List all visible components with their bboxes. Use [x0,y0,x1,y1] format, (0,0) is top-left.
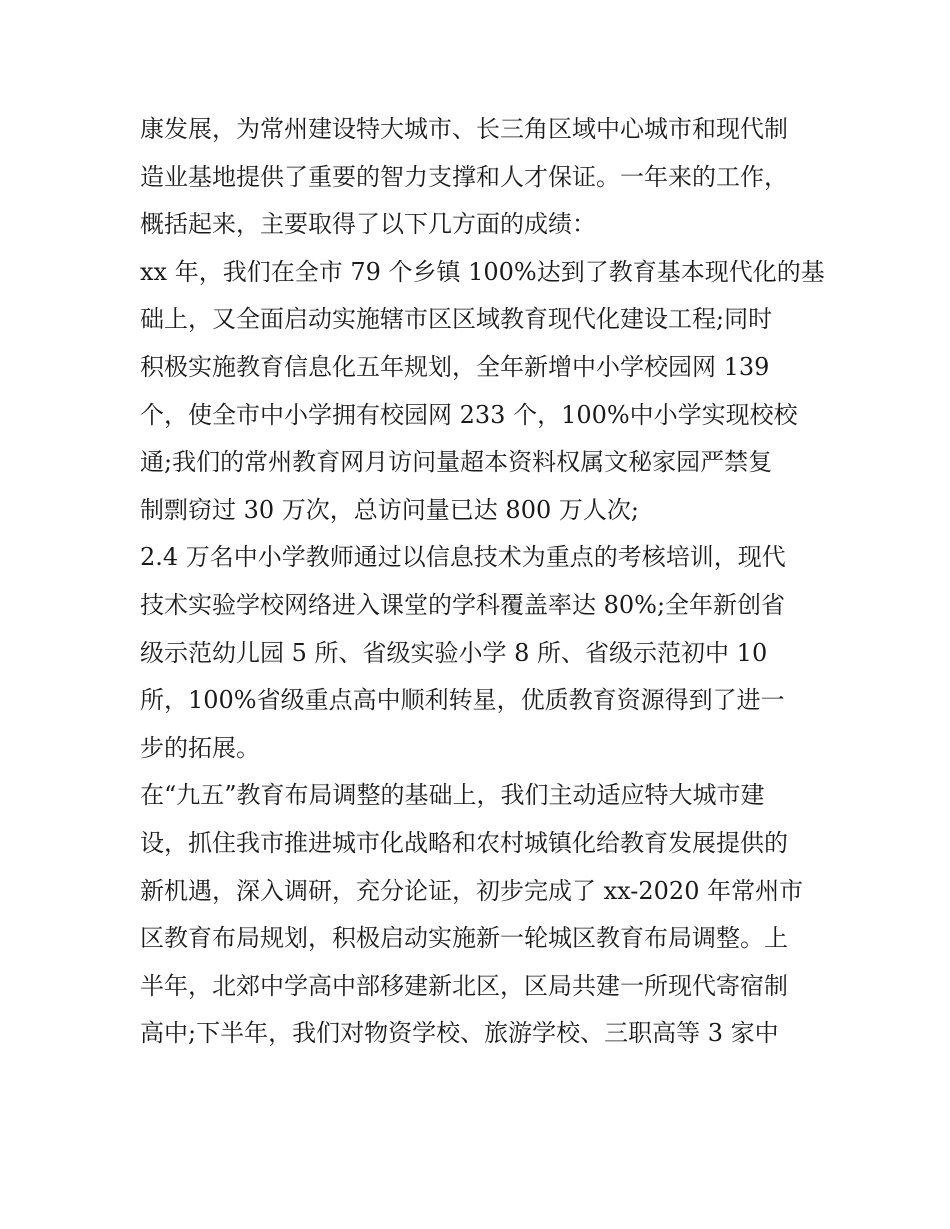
text-line: 半年，北郊中学高中部移建新北区，区局共建一所现代寄宿制 [140,971,788,1000]
text-line: 概括起来，主要取得了以下几方面的成绩： [140,210,596,239]
text-line: 步的拓展。 [140,733,260,762]
text-line: xx 年，我们在全市 79 个乡镇 100%达到了教育基本现代化的基 [140,257,825,286]
text-line: 制剽窃过 30 万次，总访问量已达 800 万人次; [140,495,639,524]
text-line: 2.4 万名中小学教师通过以信息技术为重点的考核培训，现代 [140,543,786,572]
body-text [140,106,830,1058]
text-line: 所，100%省级重点高中顺利转星，优质教育资源得到了进一 [140,686,785,715]
text-line: 积极实施教育信息化五年规划，全年新增中小学校园网 139 [140,352,770,381]
text-line: 设，抓住我市推进城市化战略和农村城镇化给教育发展提供的 [140,828,788,857]
text-line: 康发展，为常州建设特大城市、长三角区域中心城市和现代制 [140,115,788,143]
text-line: 造业基地提供了重要的智力支撑和人才保证。一年来的工作， [140,162,788,191]
text-line: 新机遇，深入调研，充分论证，初步完成了 xx-2020 年常州市 [140,876,804,905]
text-line: 在“九五”教育布局调整的基础上，我们主动适应特大城市建 [140,781,765,810]
text-line: 础上，又全面启动实施辖市区区域教育现代化建设工程;同时 [140,305,773,334]
text-line: 高中;下半年，我们对物资学校、旅游学校、三职高等 3 家中 [140,1019,779,1048]
text-line: 个，使全市中小学拥有校园网 233 个，100%中小学实现校校 [140,400,798,429]
text-line: 区教育布局规划，积极启动实施新一轮城区教育布局调整。上 [140,924,788,953]
text-line: 级示范幼儿园 5 所、省级实验小学 8 所、省级示范初中 10 [140,638,768,667]
text-line: 技术实验学校网络进入课堂的学科覆盖率达 80%;全年新创省 [140,590,786,619]
text-line: 通;我们的常州教育网月访问量超本资料权属文秘家园严禁复 [140,448,773,477]
